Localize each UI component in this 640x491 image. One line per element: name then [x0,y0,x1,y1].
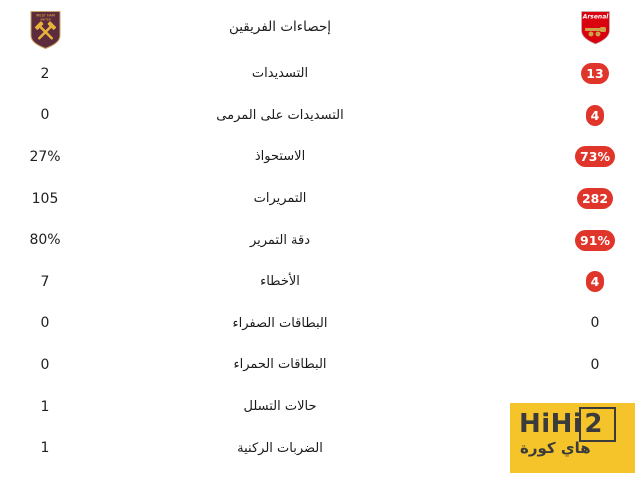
stat-label: الضربات الركنية [237,440,323,456]
west-ham-value: 105 [31,190,59,207]
stat-row-yellow-cards [0,303,640,345]
stat-label: الأخطاء [260,274,300,290]
stat-label: التسديدات [251,66,309,82]
hihi2-watermark-logo [510,403,635,473]
arsenal-value: 13 [581,63,608,84]
stat-row-fouls [0,261,640,303]
stats-title: إحصاءات الفريقين [228,18,332,35]
west-ham-value: 7 [40,273,50,290]
west-ham-value: 0 [40,315,50,332]
watermark-brand-suffix: 2 [584,409,603,439]
stat-row-red-cards [0,344,640,386]
west-ham-value: 2 [40,65,50,82]
arsenal-value: 282 [577,188,613,209]
west-ham-value: 0 [40,356,50,373]
west-ham-value: 27% [29,148,61,165]
stat-row-passes [0,178,640,220]
west-ham-value: 80% [29,232,61,249]
arsenal-value: 0 [590,315,600,332]
west-ham-crest-icon [0,10,90,50]
svg-text:WEST HAM: WEST HAM [35,13,55,18]
west-ham-value: 0 [40,107,50,124]
stat-label: البطاقات الحمراء [233,357,327,373]
stat-label: دقة التمرير [249,232,311,248]
stats-header [0,0,640,53]
svg-text:UNITED: UNITED [39,17,51,22]
arsenal-value: 91% [575,230,615,251]
west-ham-value: 1 [40,440,50,457]
stat-label: حالات التسلل [243,399,317,415]
arsenal-crest-icon [550,10,640,46]
stat-label: البطاقات الصفراء [232,315,328,331]
stat-label: الاستحواذ [254,149,306,165]
watermark-brand-prefix: HiHi [519,409,583,439]
stat-row-shots-on-target [0,95,640,137]
stat-row-pass-accuracy [0,219,640,261]
watermark-subtitle: هاي كورة [520,439,591,457]
arsenal-value: 0 [590,356,600,373]
stat-row-shots [0,53,640,95]
arsenal-value: 4 [586,271,605,292]
arsenal-value: 4 [586,105,605,126]
west-ham-value: 1 [40,398,50,415]
stat-label: التسديدات على المرمى [216,107,344,123]
stat-row-possession [0,136,640,178]
arsenal-value: 73% [575,146,615,167]
svg-text:Arsenal: Arsenal [582,13,608,21]
stat-label: التمريرات [253,191,307,207]
